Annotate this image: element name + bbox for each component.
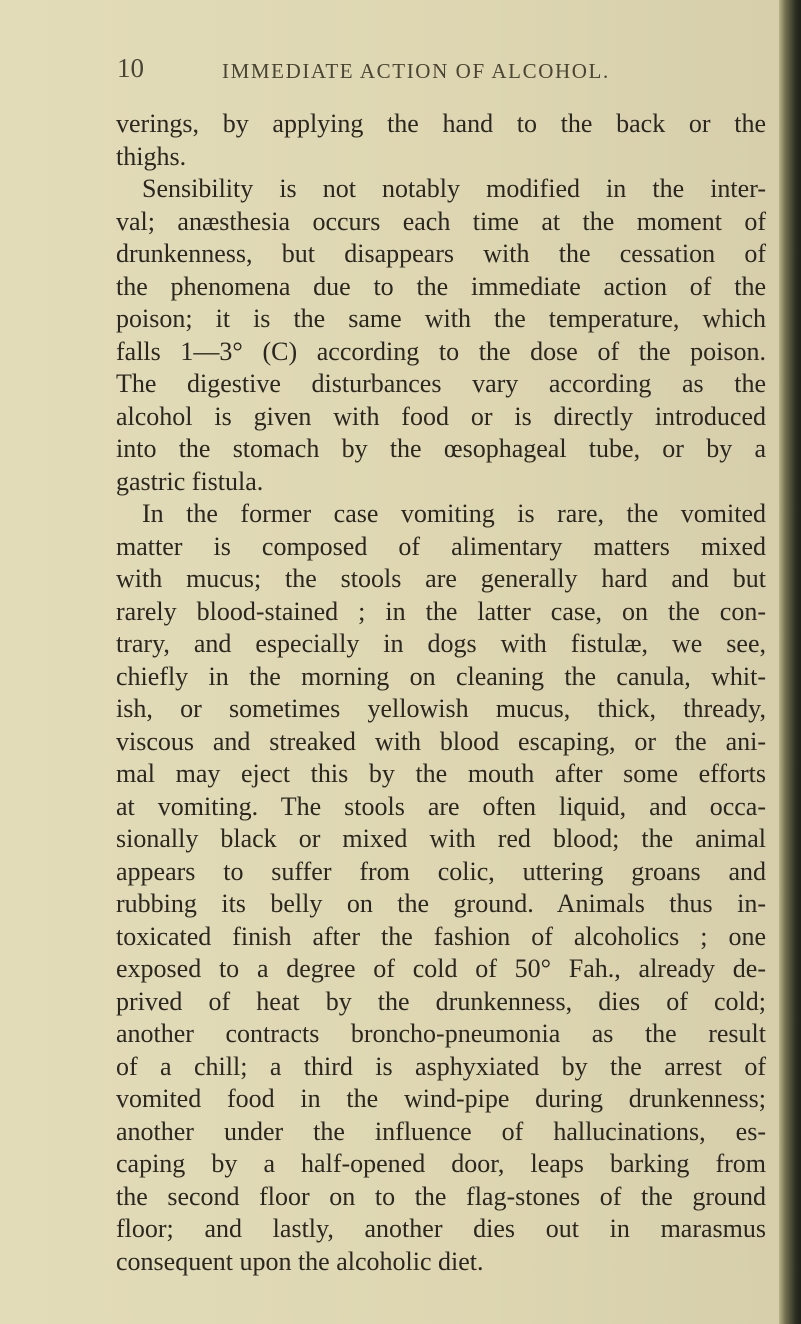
page-edge-shadow bbox=[779, 0, 801, 1324]
text-line: of a chill; a third is asphyxiated by the arrest of bbox=[116, 1051, 766, 1081]
text-line: trary, and especially in dogs with fistulæ, we see, bbox=[116, 629, 766, 658]
text-line: another under the influence of hallucinations, es- bbox=[116, 1116, 766, 1146]
body-text bbox=[116, 108, 766, 1278]
text-line: verings, by applying the hand to the back or the bbox=[116, 109, 766, 138]
text-line: In the former case vomiting is rare, the vomited bbox=[142, 499, 766, 528]
text-line: falls 1—3° (C) according to the dose of the poison. bbox=[116, 336, 766, 366]
running-head: IMMEDIATE ACTION OF ALCOHOL. bbox=[222, 59, 610, 83]
text-line: prived of heat by the drunkenness, dies of cold; bbox=[116, 986, 766, 1016]
text-line: with mucus; the stools are generally hard and but bbox=[116, 564, 766, 593]
text-line: caping by a half-opened door, leaps barking from bbox=[116, 1149, 766, 1178]
text-line: the phenomena due to the immediate action of the bbox=[116, 271, 766, 301]
text-line: The digestive disturbances vary according as the bbox=[116, 369, 766, 398]
text-line: rubbing its belly on the ground. Animals thus in- bbox=[116, 889, 766, 918]
text-line: poison; it is the same with the temperature, which bbox=[116, 304, 766, 333]
text-line: appears to suffer from colic, uttering groans and bbox=[116, 856, 766, 886]
text-line: at vomiting. The stools are often liquid, and occa- bbox=[116, 791, 766, 821]
text-line: val; anæsthesia occurs each time at the moment of bbox=[116, 206, 766, 236]
page-header bbox=[0, 53, 801, 93]
text-line: into the stomach by the œsophageal tube, or by a bbox=[116, 434, 766, 463]
text-line: vomited food in the wind-pipe during drunkenness; bbox=[116, 1084, 766, 1113]
text-line: chiefly in the morning on cleaning the canula, whit- bbox=[116, 661, 766, 691]
text-line: thighs. bbox=[116, 141, 187, 171]
text-line: ish, or sometimes yellowish mucus, thick, thready, bbox=[116, 694, 766, 723]
text-line: rarely blood-stained ; in the latter case, on the con- bbox=[116, 596, 766, 626]
text-line: gastric fistula. bbox=[116, 466, 264, 496]
text-line: viscous and streaked with blood escaping, or the ani- bbox=[116, 726, 766, 756]
text-line: the second floor on to the flag-stones of the ground bbox=[116, 1181, 766, 1211]
text-line: sionally black or mixed with red blood; the animal bbox=[116, 824, 766, 853]
text-line: matter is composed of alimentary matters mixed bbox=[116, 531, 766, 561]
text-line: floor; and lastly, another dies out in marasmus bbox=[116, 1214, 766, 1243]
text-line: drunkenness, but disappears with the cessation of bbox=[116, 239, 766, 268]
text-line: exposed to a degree of cold of 50° Fah., already de- bbox=[116, 954, 766, 983]
text-line: Sensibility is not notably modified in the inter- bbox=[142, 174, 766, 203]
text-line: alcohol is given with food or is directly introduced bbox=[116, 401, 766, 431]
text-line: another contracts broncho-pneumonia as the result bbox=[116, 1019, 766, 1048]
text-line: mal may eject this by the mouth after some efforts bbox=[116, 759, 766, 788]
page-number: 10 bbox=[117, 53, 144, 83]
text-line: toxicated finish after the fashion of alcoholics ; one bbox=[116, 921, 766, 951]
text-line: consequent upon the alcoholic diet. bbox=[116, 1246, 484, 1276]
